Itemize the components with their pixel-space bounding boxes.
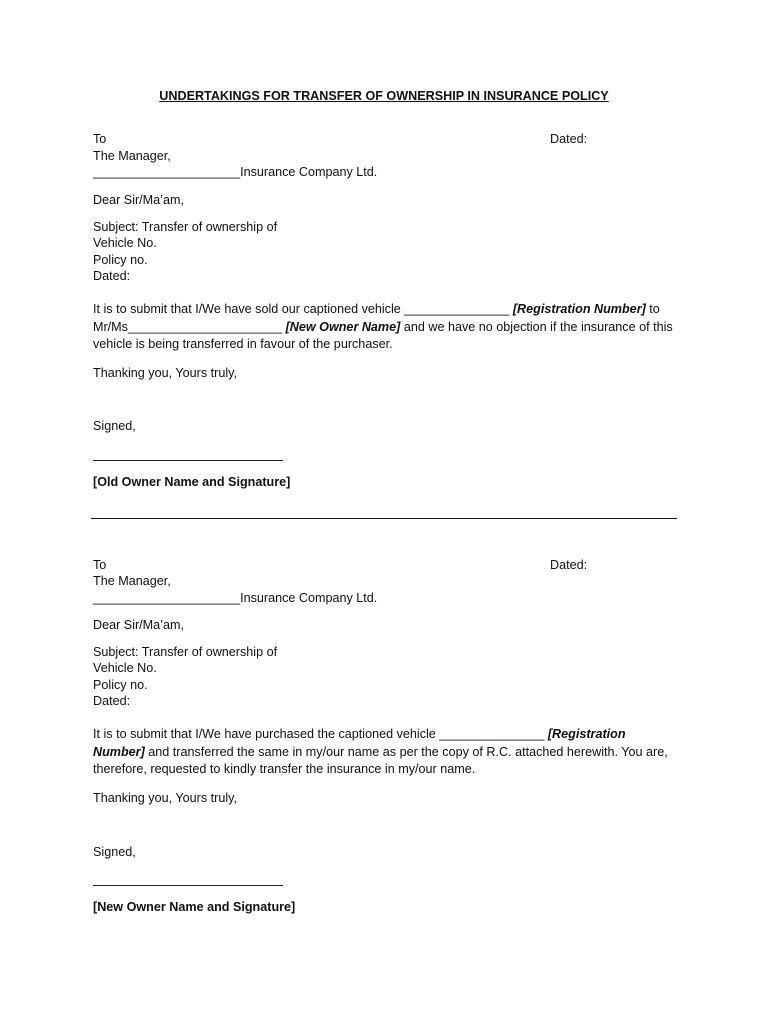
- letter2-body: [93, 726, 673, 779]
- letter1-new-owner-placeholder: [New Owner Name]: [285, 319, 401, 334]
- letter1-dated-right: Dated:: [550, 132, 588, 146]
- letter2-dated: Dated:: [93, 694, 131, 708]
- letter1-company: _____________________Insurance Company Ltd.: [93, 165, 378, 179]
- letter1-salutation: Dear Sir/Ma’am,: [93, 193, 184, 207]
- letter1-dated: Dated:: [93, 269, 131, 283]
- letter2-closing: Thanking you, Yours truly,: [93, 791, 237, 805]
- letter2-signature-line: [93, 885, 283, 886]
- section-divider: [91, 518, 677, 519]
- letter1-to: To: [93, 132, 107, 146]
- letter2-subject: Subject: Transfer of ownership of: [93, 645, 278, 659]
- letter2-signature-label: [New Owner Name and Signature]: [93, 900, 296, 914]
- letter2-salutation: Dear Sir/Ma’am,: [93, 618, 184, 632]
- letter1-body-text-3: and we have no objection if the insurance of this vehicle is being transferred in favour of the purchaser.: [93, 319, 673, 351]
- letter2-company: _____________________Insurance Company Ltd.: [93, 591, 378, 605]
- letter2-dated-right: Dated:: [550, 558, 588, 572]
- letter2-registration-placeholder: [Registration Number]: [93, 727, 626, 759]
- letter1-policy: Policy no.: [93, 253, 148, 267]
- letter2-body-text-2: and transferred the same in my/our name as per the copy of R.C. attached herewith. You are, therefore, requested to kindly transfer the insurance in my/our name.: [93, 744, 668, 776]
- letter1-vehicle: Vehicle No.: [93, 236, 157, 250]
- letter2-body-text-1: It is to submit that I/We have purchased the captioned vehicle _______________: [93, 727, 548, 741]
- letter1-signature-label: [Old Owner Name and Signature]: [93, 475, 291, 489]
- letter2-to: To: [93, 558, 107, 572]
- letter1-signature-line: [93, 460, 283, 461]
- letter2-vehicle: Vehicle No.: [93, 661, 157, 675]
- letter1-manager: The Manager,: [93, 149, 171, 163]
- letter2-manager: The Manager,: [93, 574, 171, 588]
- letter1-body: [93, 301, 673, 354]
- letter1-closing: Thanking you, Yours truly,: [93, 366, 237, 380]
- letter1-subject: Subject: Transfer of ownership of: [93, 220, 278, 234]
- letter1-signed: Signed,: [93, 419, 136, 433]
- letter1-body-text-1: It is to submit that I/We have sold our captioned vehicle _______________: [93, 302, 513, 316]
- letter2-policy: Policy no.: [93, 678, 148, 692]
- document-title: UNDERTAKINGS FOR TRANSFER OF OWNERSHIP IN INSURANCE POLICY: [159, 89, 609, 103]
- letter1-registration-placeholder: [Registration Number]: [512, 302, 646, 316]
- letter2-signed: Signed,: [93, 845, 136, 859]
- letter1-body-text-2: to Mr/Ms______________________: [93, 302, 660, 334]
